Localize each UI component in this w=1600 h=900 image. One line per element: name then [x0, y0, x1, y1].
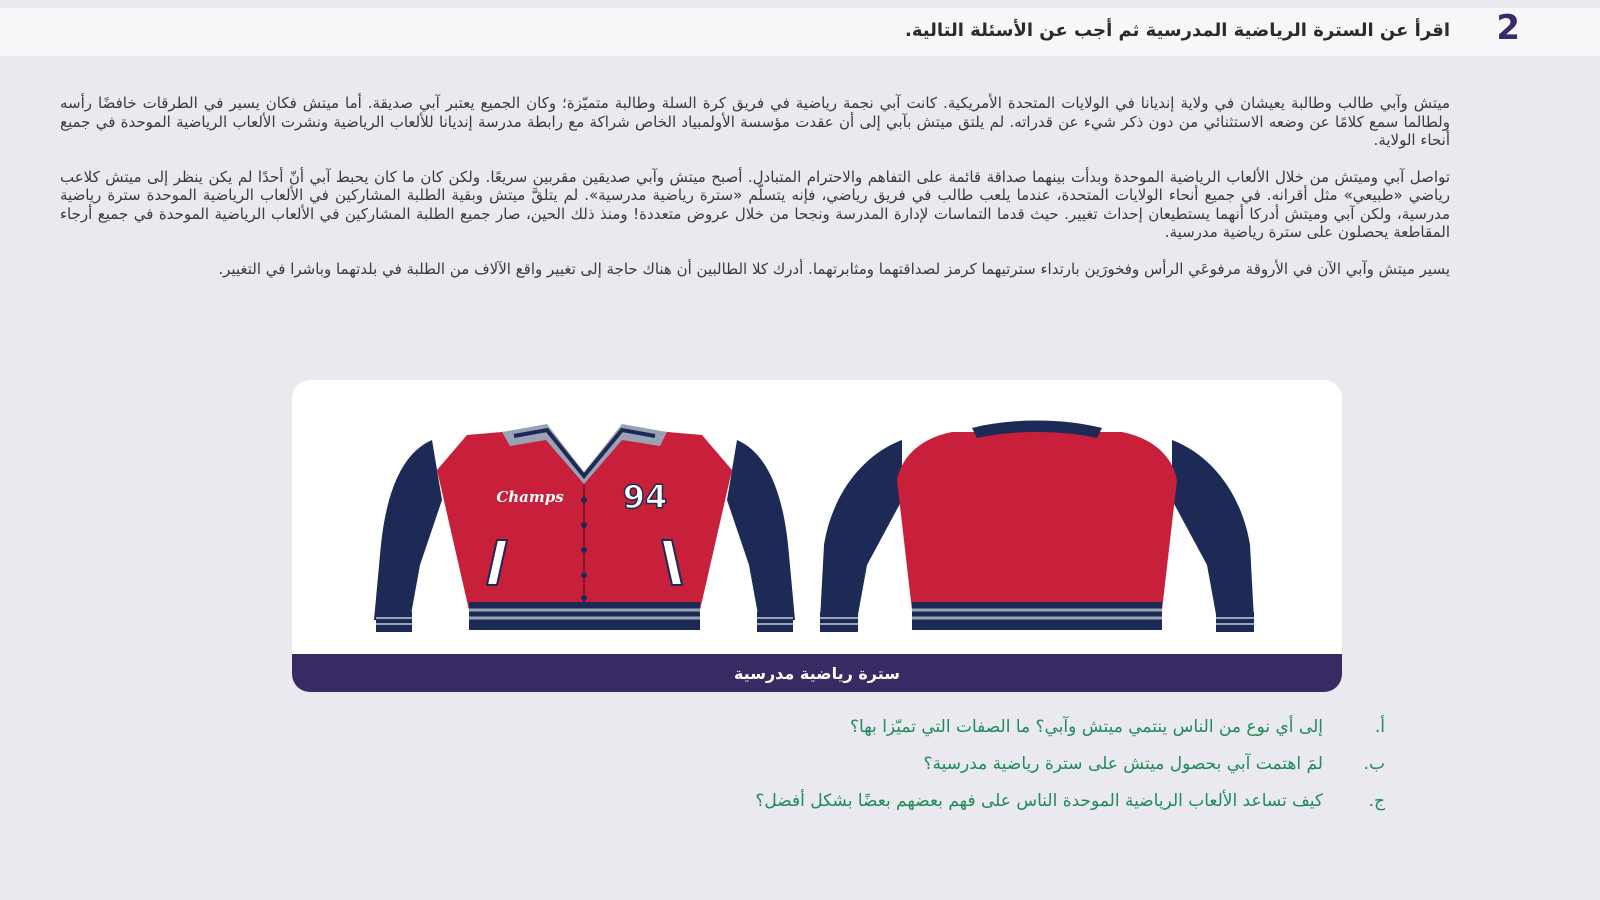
passage-paragraph: ميتش وآبي طالب وطالبة يعيشان في ولاية إنديانا في الولايات المتحدة الأمريكية. كانت آبي نجمة رياضية في فريق كرة السلة وطالبة متميّزة؛ وكان الجميع يعتبر آبي صديقة. أما ميتش فكان يسير في الطرقات خافضًا رأسه ولطالما سمع كلامًا عن وضعه الاستثنائي من دون ذكر شيء عن قدراته. لم يلتق ميتش بآبي إلى أن عقدت مؤسسة الأولمبياد الخاص شراكة مع رابطة مدرسة إنديانا للألعاب الرياضية ونشرت الألعاب الرياضية الموحدة في جميع أنحاء الولاية. — [60, 94, 1450, 149]
question-text: كيف تساعد الألعاب الرياضية الموحدة الناس على فهم بعضهم بعضًا بشكل أفضل؟ — [755, 790, 1323, 811]
question-item — [285, 745, 1385, 782]
question-letter: ج. — [1368, 790, 1385, 811]
question-list — [285, 708, 1385, 819]
question-letter: ب. — [1363, 753, 1385, 774]
question-item — [285, 708, 1385, 745]
question-title: اقرأ عن السترة الرياضية المدرسية ثم أجب عن الأسئلة التالية. — [904, 20, 1450, 41]
question-item — [285, 782, 1385, 819]
jacket-illustration — [292, 380, 1342, 692]
reading-passage — [60, 94, 1450, 296]
jacket-front — [374, 424, 795, 632]
passage-paragraph: يسير ميتش وآبي الآن في الأروقة مرفوعَي الرأس وفخورَين بارتداء سترتيهما كرمز لصداقتهما ومثابرتهما. أدرك كلا الطالبين أن هناك حاجة إلى تغيير واقع الآلاف من الطلبة في بلدتهما وباشرا في التغيير. — [218, 259, 1450, 278]
question-letter: أ. — [1374, 716, 1385, 737]
jacket-number: 94 — [622, 478, 668, 516]
jacket-figure — [292, 380, 1342, 692]
question-text: لمَ اهتمت آبي بحصول ميتش على سترة رياضية مدرسية؟ — [923, 753, 1323, 774]
question-number: 2 — [1496, 8, 1520, 48]
jacket-logo: Champs — [496, 488, 564, 506]
passage-paragraph: تواصل آبي وميتش من خلال الألعاب الرياضية الموحدة وبدأت بينهما صداقة قائمة على التفاهم والاحترام المتبادل. أصبح ميتش وآبي صديقين مقربين سريعًا. ولكن كان ما كان يحبط آبي أنّ أحدًا لم يكن ينظر إلى ميتش كلاعب رياضي «طبيعي» مثل أقرانه. في جميع أنحاء الولايات المتحدة، عندما يلعب طالب في فريق رياضي، فإنه يتسلّم «سترة رياضية مدرسية». لم يتلقَّ ميتش وبقية الطلبة المشاركين في الألعاب الرياضية الموحدة سترة رياضية مدرسية، ولكن آبي وميتش أدركا أنهما يستطيعان إحداث تغيير. حيث قدما التماسات لإدارة المدرسة ونجحا من خلال عروض متعددة! ومنذ ذلك الحين، صار جميع الطلبة المشاركين في الألعاب الرياضية الموحدة في جميع أرجاء المقاطعة يحصلون على سترة رياضية مدرسية. — [60, 167, 1450, 241]
jacket-back — [820, 421, 1254, 633]
figure-caption: سترة رياضية مدرسية — [292, 654, 1342, 692]
question-text: إلى أي نوع من الناس ينتمي ميتش وآبي؟ ما الصفات التي تميّزا بها؟ — [850, 716, 1323, 737]
